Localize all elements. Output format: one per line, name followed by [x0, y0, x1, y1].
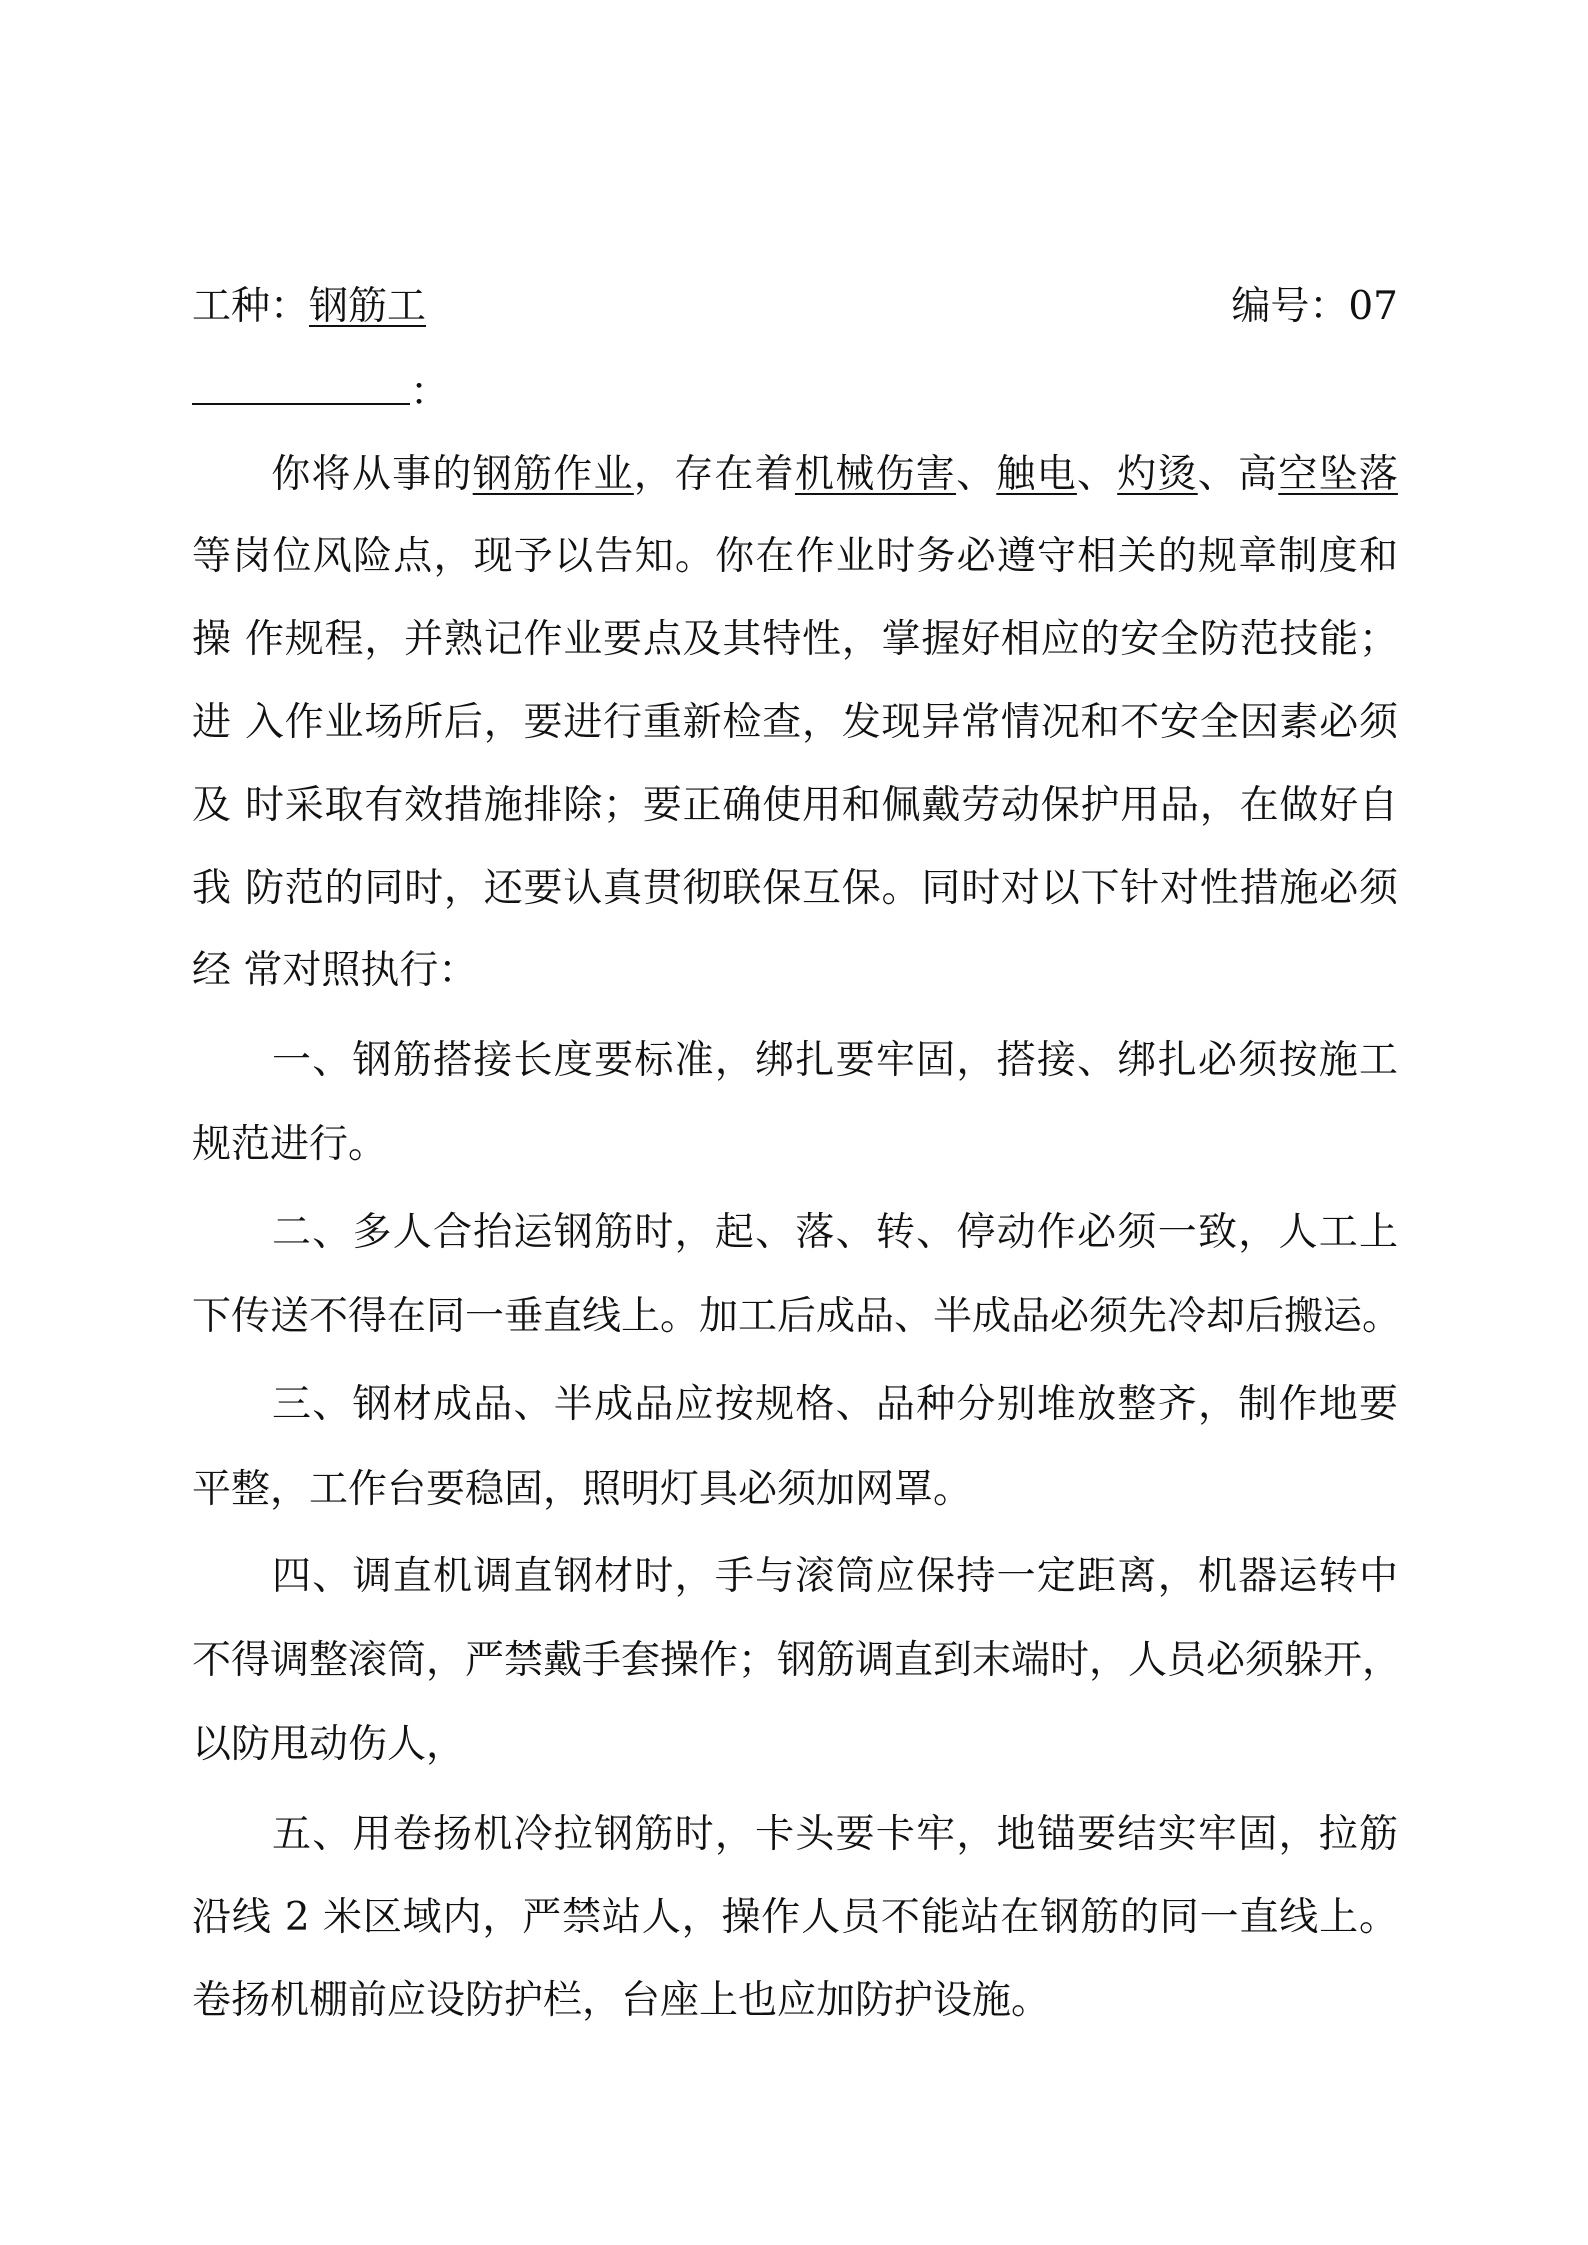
item-1-line-1: 一、钢筋搭接长度要标准，绑扎要牢固，搭接、绑扎必须按施工	[272, 1038, 1398, 1083]
item-2-line-1: 二、多人合抬运钢筋时，起、落、转、停动作必须一致，人工上	[272, 1210, 1398, 1255]
item-5-line-3: 卷扬机棚前应设防护栏，台座上也应加防护设施。	[192, 1978, 1051, 2023]
intro-line: 及 时采取有效措施排除；要正确使用和佩戴劳动保护用品，在做好自	[192, 783, 1398, 828]
sep: 、	[1197, 452, 1239, 497]
intro-line: 进 入作业场所后，要进行重新检查，发现异常情况和不安全因素必须	[192, 700, 1398, 745]
intro-line: 操 作规程，并熟记作业要点及其特性，掌握好相应的安全防范技能；	[192, 617, 1398, 662]
number-field	[1231, 282, 1398, 332]
item-4-line-1: 四、调直机调直钢材时，手与滚筒应保持一定距离，机器运转中	[272, 1554, 1398, 1599]
header-row	[192, 282, 1398, 332]
risk-fall: 空坠落	[1278, 452, 1398, 497]
number-label: 编号：	[1231, 284, 1349, 329]
work-type-link: 钢筋作业	[472, 452, 634, 497]
salutation-line	[192, 368, 1398, 418]
intro-lead: 你将从事的	[270, 452, 473, 497]
intro-line: 我 防范的同时，还要认真贯彻联保互保。同时对以下针对性措施必须	[192, 866, 1398, 911]
item-5-line-2: 沿线 2 米区域内，严禁站人，操作人员不能站在钢筋的同一直线上。	[192, 1895, 1398, 1940]
item-4-line-3: 以防甩动伤人，	[192, 1722, 466, 1767]
intro-line: 等岗位风险点，现予以告知。你在作业时务必遵守相关的规章制度和	[192, 534, 1398, 579]
sep: 、	[1076, 452, 1118, 497]
salutation-colon: ：	[410, 370, 450, 415]
item-4-line-2: 不得调整滚筒，严禁戴手套操作；钢筋调直到末端时，人员必须躲开，	[192, 1638, 1402, 1683]
item-5-line-1: 五、用卷扬机冷拉钢筋时，卡头要卡牢，地锚要结实牢固，拉筋	[272, 1812, 1398, 1857]
name-blank	[192, 369, 410, 405]
number-value: 07	[1348, 284, 1398, 329]
risk-mechanical: 机械伤害	[794, 452, 957, 497]
risk-fall-prefix: 高	[1238, 452, 1279, 497]
risk-electric: 触电	[996, 452, 1077, 497]
trade-value: 钢筋工	[309, 284, 427, 329]
trade-label: 工种：	[192, 284, 310, 329]
item-2-line-2: 下传送不得在同一垂直线上。加工后成品、半成品必须先冷却后搬运。	[192, 1294, 1402, 1339]
intro-line: 经 常对照执行：	[192, 948, 478, 993]
intro-first-line	[192, 450, 1398, 500]
sep: 、	[956, 452, 997, 497]
risk-burn: 灼烫	[1117, 452, 1198, 497]
item-3-line-1: 三、钢材成品、半成品应按规格、品种分别堆放整齐，制作地要	[272, 1382, 1398, 1427]
item-1-line-2: 规范进行。	[192, 1122, 388, 1167]
item-3-line-2: 平整，工作台要稳固，照明灯具必须加网罩。	[192, 1467, 973, 1512]
intro-mid: ，存在着	[633, 452, 795, 497]
